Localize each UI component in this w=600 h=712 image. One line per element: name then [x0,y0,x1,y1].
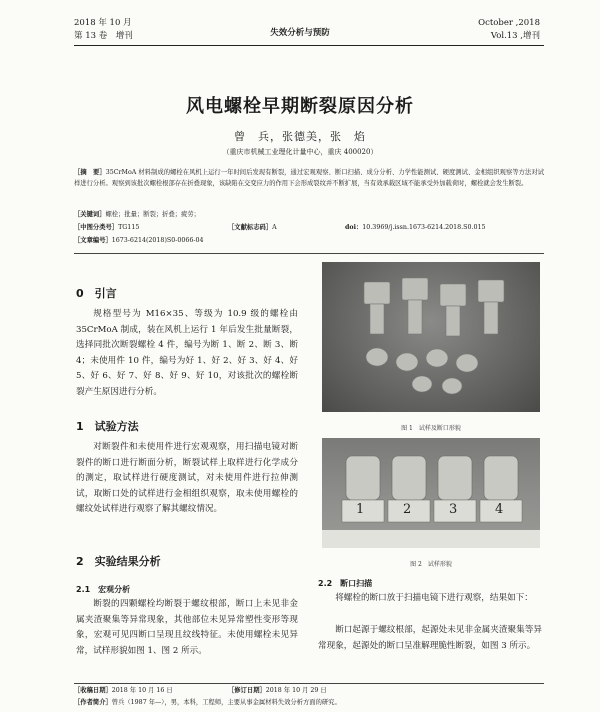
threaded-sample-icon [346,456,380,500]
subsection-heading-macro: 2.1 宏观分析 [76,585,131,594]
figure-2-photo [322,438,540,548]
bolt-shank-icon [408,300,422,334]
macro-paragraph: 断裂的四颗螺栓均断裂于螺纹根部，断口上未见非金属夹渣聚集等异常现象，其他部位未见异常塑性变形等现象，宏观可见四断口呈现且纹线特征。未使用螺栓未见异常，试样形貌如图 1、图 2 所示。 [76,599,298,656]
clc-number: ［中图分类号］TG115 [74,224,140,231]
abstract-label: ［摘 要］ [74,169,106,176]
bolt-head-icon [478,280,504,302]
scan-paragraph-1: 将螺栓的断口放于扫描电镜下进行观察，结果如下： [335,593,533,603]
ruler-strip [322,530,540,548]
footer-rule [74,683,544,684]
method-paragraph: 对断裂件和未使用件进行宏观观察，用扫描电镜对断裂件的断口进行断面分析，断裂试样上取样进行化学成分的测定，取试样进行硬度测试，对未使用件进行拉伸测试，取断口处的试样进行金相组织观察，取未使用螺栓的螺纹处试样进行观察了解其螺纹情况。 [76,442,298,515]
section-heading-intro: 0 引言 [76,287,117,300]
paper-affiliation: （重庆市机械工业理化计量中心，重庆 400020） [222,148,378,156]
header-volume-en: Vol.13 ,增刊 [490,31,540,41]
abstract-rule [74,253,544,254]
header-date: 2018 年 10 月 [74,18,132,28]
threaded-sample-icon [392,456,426,500]
sample-label-3: 3 [449,502,458,517]
sample-label-4: 4 [495,502,504,517]
abstract [74,168,544,189]
section-heading-results: 2 实验结果分析 [76,555,161,568]
threaded-sample-icon [438,456,472,500]
broken-bolt-icon [442,378,462,394]
sample-label-2: 2 [403,502,412,517]
broken-bolt-icon [366,348,388,366]
intro-paragraph: 规格型号为 M16×35、等级为 10.9 级的螺栓由 35CrMoA 制成，装在风机上运行 1 年后发生批量断裂，选择同批次断裂螺栓 4 件，编号为断 1、断 2、断 3、断 4；未使用件 10 件，编号为好 1、好 2、好 3、好 4、好 5、好 6、好 7、好 8、好 9、好 10，对该批次的螺栓断裂产生原因进行分析。 [76,309,298,397]
bolt-shank-icon [446,306,460,336]
bolt-head-icon [364,282,390,304]
sample-label-1: 1 [356,502,365,517]
bolt-shank-icon [484,302,498,334]
threaded-sample-icon [484,456,518,500]
figure-1-photo [322,262,540,412]
bolt-head-icon [440,284,466,306]
header-journal: 失效分析与预防 [270,28,330,38]
keywords-label: ［关键词］ [74,211,106,218]
broken-bolt-icon [412,376,432,392]
section-heading-method: 1 试验方法 [76,420,139,433]
broken-bolt-icon [456,354,478,372]
header-rule [74,45,544,46]
paper-title: 风电螺栓早期断裂原因分析 [186,96,414,117]
article-number: ［文章编号］1673-6214(2018)S0-0066-04 [74,237,204,244]
broken-bolt-icon [396,353,418,371]
bolt-sample-illustration [322,262,540,412]
figure-1-caption: 图 1 试样及断口形貌 [401,425,461,432]
fracture-sample-illustration [322,438,540,548]
header-date-en: October ,2018 [478,18,540,28]
figure-2-caption: 图 2 试样形貌 [410,561,452,568]
keywords [74,210,200,219]
subsection-heading-scan: 2.2 断口扫描 [318,579,373,588]
bolt-shank-icon [370,304,384,334]
broken-bolt-icon [426,349,448,367]
received-date: ［收稿日期］2018 年 10 月 16 日 [74,687,173,694]
paper-authors: 曾 兵，张德美，张 焰 [234,130,366,143]
author-bio: ［作者简介］曾兵（1987 年—），男，本科，工程师，主要从事金属材料失效分析方面的研究。 [74,699,341,706]
revised-date: ［修订日期］2018 年 10 月 29 日 [228,687,327,694]
doi: doi：10.3969/j.issn.1673-6214.2018.S0.015 [345,224,486,231]
bolt-head-icon [402,278,428,300]
keywords-text: 螺栓；批量；断裂；折叠；疲劳； [105,211,200,218]
scan-paragraph-2: 断口起源于螺纹根部，起源处未见非金属夹渣聚集等异常现象，起源处的断口呈准解理脆性断裂，如图 3 所示。 [318,625,542,651]
abstract-text: 35CrMoA 材料制成的螺栓在风机上运行一年时间后发现有断裂，通过宏观观察、断口扫描、成分分析、力学性能测试、硬度测试、金相组织观察等方法对试样进行分析。观察到该批次螺栓根部存在折叠现象，该缺陷在交变应力的作用下会形成裂纹并不断扩展，当有效承载区域不能承受外加载荷时，螺栓就会发生断裂。 [74,169,544,187]
document-code: ［文献标志码］A [228,224,277,231]
header-volume: 第 13 卷 增刊 [74,31,133,41]
